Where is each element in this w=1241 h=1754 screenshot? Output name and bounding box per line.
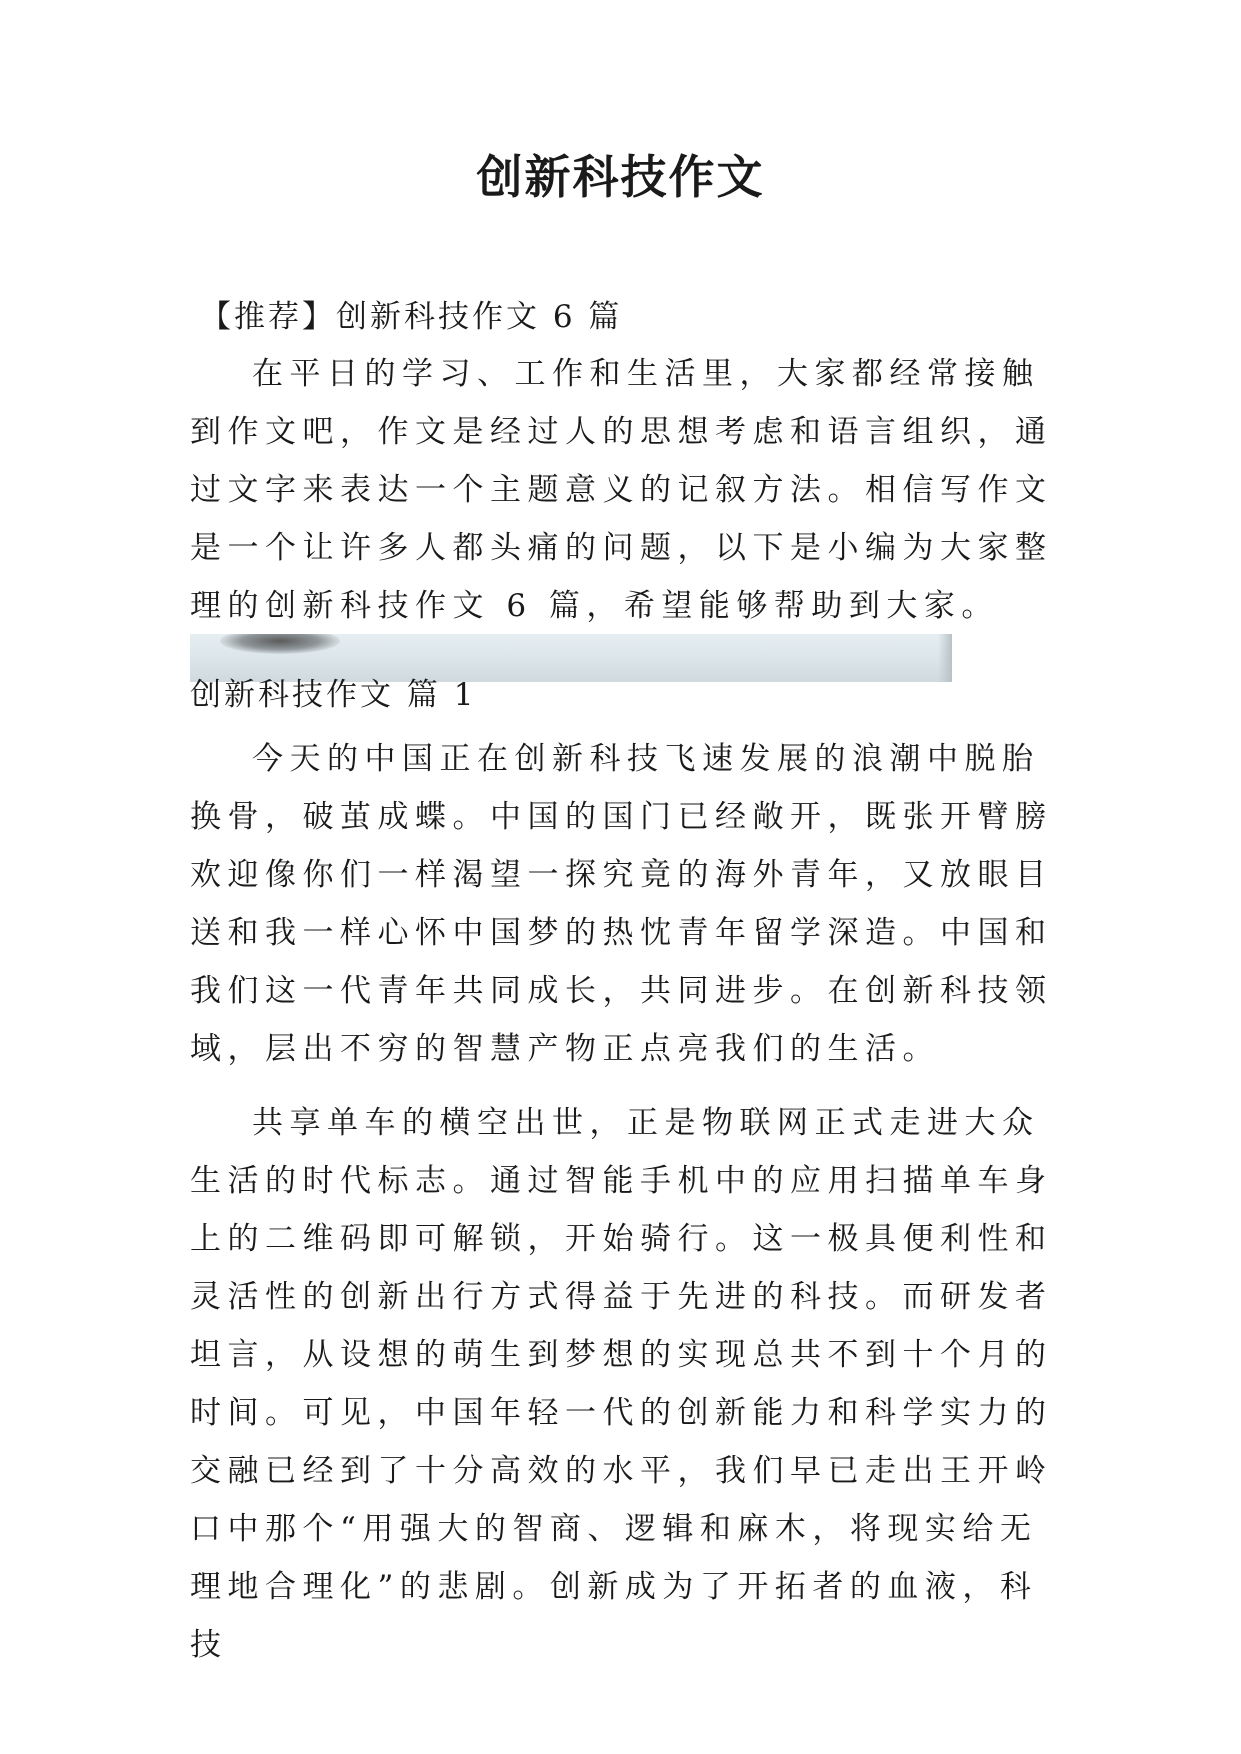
image-edge-shade — [938, 634, 952, 682]
body-paragraph: 共享单车的横空出世，正是物联网正式走进大众生活的时代标志。通过智能手机中的应用扫描单车身上的二维码即可解锁，开始骑行。这一极具便利性和灵活性的创新出行方式得益于先进的科技。而研发者坦言，从设想的萌生到梦想的实现总共不到十个月的时间。可见，中国年轻一代的创新能力和科学实力的交融已经到了十分高效的水平，我们早已走出王开岭口中那个“用强大的智商、逻辑和麻木，将现实给无理地合理化”的悲剧。创新成为了开拓者的血液，科技 — [190, 1105, 1053, 1663]
decorative-image — [190, 634, 952, 682]
section-heading: 创新科技作文 篇 1 — [190, 677, 477, 713]
body-paragraph: 今天的中国正在创新科技飞速发展的浪潮中脱胎换骨，破茧成蝶。中国的国门已经敞开，既张开臂膀欢迎像你们一样渴望一探究竟的海外青年，又放眼目送和我一样心怀中国梦的热忱青年留学深造。中国和我们这一代青年共同成长，共同进步。在创新科技领域，层出不穷的智慧产物正点亮我们的生活。 — [190, 741, 1053, 1067]
intro-paragraph: 在平日的学习、工作和生活里，大家都经常接触到作文吧，作文是经过人的思想考虑和语言组织，通过文字来表达一个主题意义的记叙方法。相信写作文是一个让许多人都头痛的问题，以下是小编为大家整理的创新科技作文 6 篇，希望能够帮助到大家。 — [190, 356, 1053, 624]
document-subtitle: 【推荐】创新科技作文 6 篇 — [200, 299, 623, 335]
document-title: 创新科技作文 — [476, 150, 765, 204]
image-shadow — [220, 634, 340, 654]
